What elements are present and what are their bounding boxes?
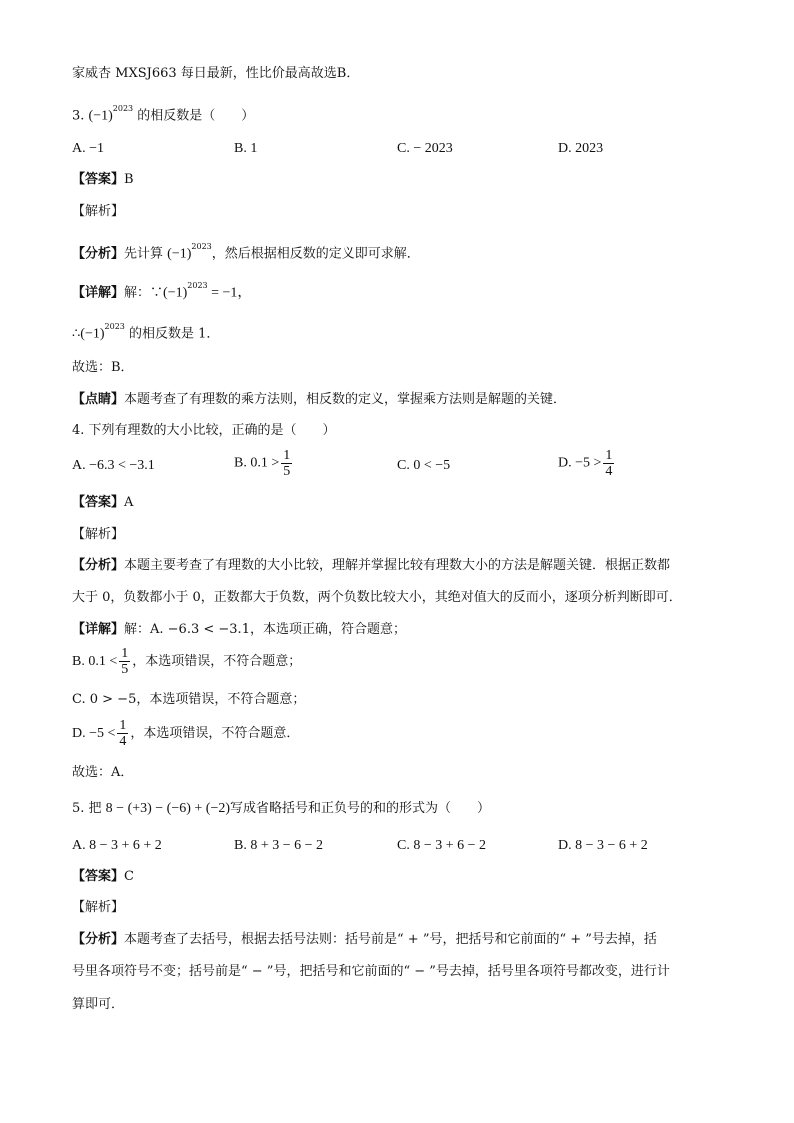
xiangjie-text: = −1， [207, 285, 252, 301]
q3-fenxi [72, 240, 420, 264]
fraction-denominator: 5 [283, 464, 291, 479]
q5-jiexi: 【解析】 [72, 900, 125, 915]
q5-option-c: C. 8 − 3 + 6 − 2 [397, 838, 487, 853]
fenxi-text: 本题主要考查了有理数的大小比较，理解并掌握比较有理数大小的方法是解题关键．根据正数都 [124, 558, 671, 573]
q3-stem-text: 的相反数是（ ） [133, 108, 255, 124]
fraction-numerator: 1 [283, 448, 291, 463]
q4-option-d [558, 448, 616, 479]
math-exponent: 2023 [187, 281, 208, 290]
fraction-denominator: 5 [121, 662, 129, 677]
math-expr: (−1) [80, 326, 105, 342]
fraction-numerator: 1 [121, 646, 129, 661]
q5-fenxi-line-2: 号里各项符号不变；括号前是“ − ”号，把括号和它前面的“ − ”号去掉，括号里各项符号都改变，进行计 [72, 964, 670, 979]
q4-fenxi-line-2: 大于 0，负数都小于 0，正数都大于负数，两个负数比较大小，其绝对值大的反而小，逐项分析判断即可． [72, 590, 682, 605]
fraction [117, 718, 128, 749]
math-exponent: 2023 [104, 322, 125, 331]
q4-jiexi: 【解析】 [72, 527, 125, 542]
math-exponent: 2023 [191, 242, 212, 251]
xiangjie-text: 解：∵ [124, 285, 164, 301]
q3-answer [72, 170, 134, 190]
q4-choose: 故选：A． [72, 765, 134, 780]
math-expr: (−1) [163, 285, 188, 301]
fraction-denominator: 4 [605, 464, 613, 479]
option-text: B. 0.1 > [234, 455, 280, 471]
answer-tag: 【答案】 [72, 172, 125, 187]
dianjing-text: 本题考查了有理数的乘方法则，相反数的定义，掌握乘方法则是解题的关键． [124, 392, 567, 407]
answer-value: C [124, 869, 134, 884]
detail-text: B. 0.1 < [72, 654, 118, 669]
math-expr: (−1) [167, 246, 192, 262]
fraction-numerator: 1 [605, 448, 613, 463]
fenxi-tag: 【分析】 [72, 932, 125, 947]
q4-stem: 4. 下列有理数的大小比较，正确的是（ ） [72, 423, 336, 438]
q4-detail-c: C. 0 > −5，本选项错误，不符合题意； [72, 692, 306, 707]
q5-stem [72, 799, 490, 819]
fraction [281, 448, 292, 479]
q4-detail-b [72, 646, 301, 677]
q4-option-b [234, 448, 294, 479]
q4-detail-d [72, 718, 299, 749]
q4-option-c: C. 0 < −5 [397, 458, 451, 473]
fenxi-text: ，然后根据相反数的定义即可求解． [211, 246, 420, 262]
q3-dianjing [72, 390, 566, 410]
detail-text: ，本选项错误，不符合题意； [132, 654, 302, 669]
q5-option-a: A. 8 − 3 + 6 + 2 [72, 838, 162, 853]
q5-fenxi-line-3: 算即可． [72, 997, 125, 1012]
fenxi-tag: 【分析】 [72, 558, 125, 573]
q3-jiexi: 【解析】 [72, 204, 125, 219]
xiangjie-text: 解：A. −6.3 < −3.1，本选项正确，符合题意； [124, 622, 406, 637]
therefore-text: 的相反数是 1． [124, 326, 220, 342]
xiangjie-tag: 【详解】 [72, 285, 125, 301]
detail-text: ，本选项错误，不符合题意． [130, 726, 300, 741]
therefore-symbol: ∴ [72, 326, 81, 342]
q4-fenxi-line-1 [72, 556, 670, 576]
dianjing-tag: 【点睛】 [72, 392, 125, 407]
q5-option-d: D. 8 − 3 − 6 + 2 [558, 838, 648, 853]
option-text: D. −5 > [558, 455, 602, 471]
fenxi-text: 本题考查了去括号，根据去括号法则：括号前是“ + ”号，把括号和它前面的“ + ”号去掉，括 [124, 932, 657, 947]
q3-exponent: 2023 [112, 104, 134, 113]
q5-stem-text: 写成省略括号和正负号的和的形式为（ ） [230, 801, 491, 816]
fraction [603, 448, 614, 479]
q5-option-b: B. 8 + 3 − 6 − 2 [234, 838, 324, 853]
header-line: 家威杏 MXSJ663 每日最新，性比价最高故选B． [72, 66, 360, 81]
answer-value: B [124, 172, 134, 187]
xiangjie-tag: 【详解】 [72, 622, 125, 637]
q3-option-d: D. 2023 [558, 141, 604, 156]
fenxi-tag: 【分析】 [72, 246, 125, 262]
q3-therefore [72, 320, 219, 344]
q3-stem [72, 102, 254, 126]
detail-text: D. −5 < [72, 726, 116, 741]
fraction-numerator: 1 [119, 718, 127, 733]
q3-number: 3. [72, 108, 85, 124]
answer-tag: 【答案】 [72, 869, 125, 884]
answer-value: A [124, 495, 134, 510]
q5-expr: 8 − (+3) − (−6) + (−2) [105, 801, 231, 816]
q3-option-c: C. − 2023 [397, 141, 453, 156]
q4-answer [72, 493, 133, 513]
q4-option-a: A. −6.3 < −3.1 [72, 458, 155, 473]
q3-option-a: A. −1 [72, 141, 105, 156]
fraction [119, 646, 130, 677]
fenxi-text: 先计算 [124, 246, 168, 262]
q5-answer [72, 867, 134, 887]
q3-xiangjie [72, 279, 251, 303]
answer-tag: 【答案】 [72, 495, 125, 510]
q3-expr: (−1) [88, 108, 113, 124]
q4-xiangjie [72, 620, 406, 640]
q3-option-b: B. 1 [234, 141, 258, 156]
q5-number: 5. 把 [72, 801, 106, 816]
q5-fenxi-line-1 [72, 930, 657, 950]
fraction-denominator: 4 [119, 734, 127, 749]
q3-choose: 故选：B． [72, 360, 134, 375]
